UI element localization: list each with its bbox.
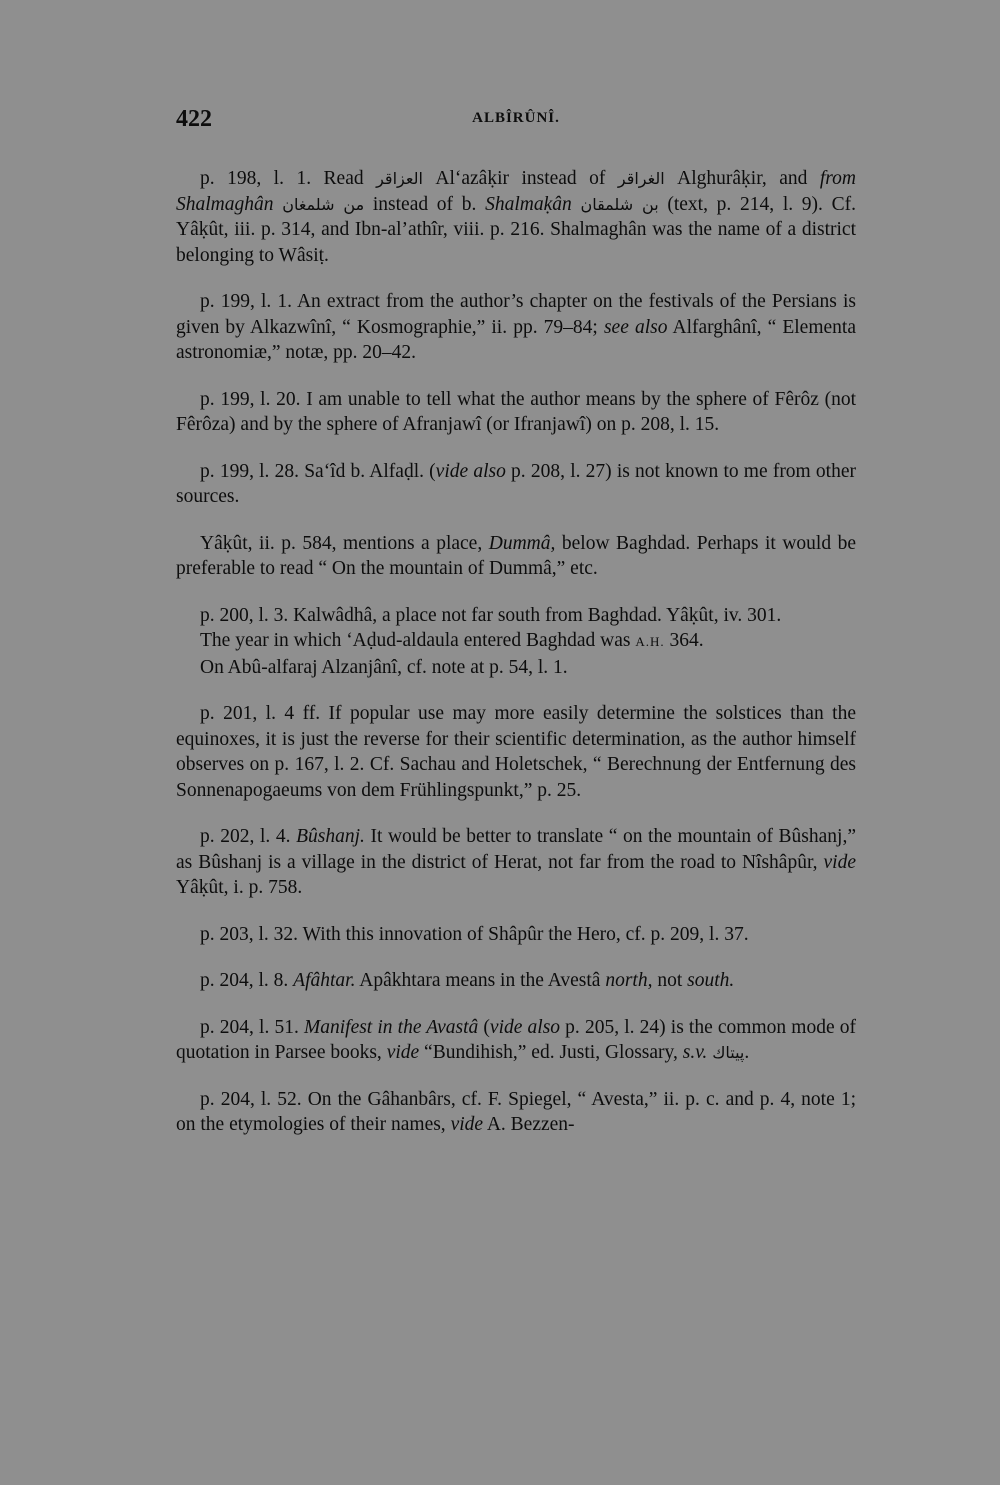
page-number: 422 (176, 106, 212, 132)
note-entry (176, 459, 856, 510)
note-text: Yâḳût, ii. p. 584, mentions a place, (200, 532, 489, 554)
arabic-text: الغراقر (617, 169, 665, 188)
italic-text: vide (823, 851, 856, 873)
note-entry (176, 1015, 856, 1066)
running-title: ALBÎRÛNÎ. (472, 110, 560, 126)
note-text: Read (311, 168, 377, 189)
note-text: I am unable to tell what the author means by the sphere of Fêrôz (not Fêrôza) and by the sphere of Afranjawî (or Ifranjawî) on p. 208, l. 15. (176, 388, 856, 435)
note-reference: p. 198, l. 1. (200, 168, 312, 189)
note-text: If popular use may more easily determine the solstices than the equinoxes, it is just the reverse for their scientific determination, as the author himself observes on p. 167, l. 2. Cf. Sachau and Holetschek, “ Berechnung der Entfernung des Sonnenapogaeums von dem Frühlingspunkt,” p. 25. (176, 703, 856, 801)
italic-text: Afâhtar. (293, 970, 356, 991)
note-text: Kalwâdhâ, a place not far south from Baghdad. Yâḳût, iv. 301. (288, 604, 782, 626)
note-reference: p. 202, l. 4. (200, 826, 291, 847)
note-text: On Abû-alfaraj Alzanjânî, cf. note at p. 54, l. 1. (200, 656, 568, 678)
note-text: Sa‘îd b. Alfaḍl. ( (299, 460, 436, 482)
arabic-text: العزاقر (376, 169, 423, 188)
note-text: It would be better to translate “ on the mountain of Bûshanj,” as Bûshanj is a village in the district of Herat, not far from the road to Nîshâpûr, (176, 826, 856, 873)
note-text: With this innovation of Shâpûr the Hero, cf. p. 209, l. 37. (298, 923, 749, 945)
italic-text: Manifest in the Avastâ (303, 1016, 479, 1038)
note-text: ( (478, 1016, 490, 1038)
page-header (176, 106, 856, 136)
note-text: On the Gâhanbârs, cf. F. Spiegel, “ Avesta,” ii. p. c. and p. 4, note 1; on the etymologies of their names, (176, 1088, 856, 1135)
italic-text: from Shalmaghân (176, 168, 856, 215)
italic-text: Shalmaḳân (485, 193, 572, 215)
note-text: Apâkhtara means in the Avestâ (355, 970, 606, 991)
note-text: . (744, 1042, 750, 1063)
note-entry (176, 655, 856, 681)
note-reference: p. 203, l. 32. (200, 923, 299, 945)
note-text: p. 208, l. 27) is not known to me from other sources. (176, 460, 856, 507)
note-entry (176, 1087, 856, 1138)
era-abbreviation: A.H. (635, 634, 665, 649)
italic-text: north, (605, 970, 653, 991)
note-reference: p. 204, l. 8. (200, 970, 289, 991)
italic-text: vide also (435, 460, 506, 482)
note-entry (176, 701, 856, 803)
arabic-text: پیتاك (712, 1043, 745, 1062)
note-entry (176, 603, 856, 629)
note-text: instead of b. (364, 193, 486, 215)
note-text: Alghurâḳir, and (664, 168, 820, 189)
note-entry (176, 531, 856, 582)
note-text: below Baghdad. Perhaps it would be preferable to read “ On the mountain of Dummâ,” etc. (176, 532, 856, 579)
arabic-text: بن شلمقان (580, 194, 659, 214)
note-reference: p. 204, l. 52. (200, 1088, 302, 1110)
notes-body (176, 166, 856, 1138)
note-text: Yâḳût, i. p. 758. (176, 877, 303, 898)
italic-text: vide also (489, 1016, 561, 1038)
note-entry (176, 628, 856, 655)
note-reference: p. 199, l. 28. (200, 460, 299, 482)
note-entry (176, 968, 856, 994)
italic-text: vide (386, 1042, 420, 1063)
note-reference: p. 199, l. 1. (200, 291, 292, 312)
note-reference: p. 204, l. 51. (200, 1016, 299, 1038)
note-text: p. 205, l. 24) is the common mode of quotation in Parsee books, (176, 1016, 856, 1063)
italic-text: s.v. (682, 1042, 708, 1063)
italic-text: Dummâ, (488, 532, 556, 554)
note-text: “Bundihish,” ed. Justi, Glossary, (419, 1042, 683, 1063)
arabic-text: من شلمغان (282, 194, 365, 214)
note-text: not (652, 970, 688, 991)
note-text: Al‘azâḳir instead of (422, 168, 618, 189)
note-text: 364. (664, 630, 704, 651)
note-entry (176, 166, 856, 268)
note-text: An extract from the author’s chapter on the festivals of the Persians is given by Alkazwînî, “ Kosmographie,” ii. pp. 79–84; (176, 291, 856, 338)
italic-text: see also (603, 316, 668, 338)
italic-text: vide (450, 1114, 484, 1135)
note-entry (176, 922, 856, 948)
note-text: Alfarghânî, “ Elementa astronomiæ,” notæ, pp. 20–42. (176, 316, 856, 363)
note-entry (176, 387, 856, 438)
italic-text: south. (687, 970, 735, 991)
note-entry (176, 824, 856, 901)
note-text: The year in which ‘Aḍud-aldaula entered Baghdad was (200, 630, 636, 651)
italic-text: Bûshanj. (296, 826, 365, 847)
note-reference: p. 200, l. 3. (200, 604, 289, 626)
note-reference: p. 201, l. 4 ff. (200, 703, 321, 724)
note-text: (text, p. 214, l. 9). Cf. Yâḳût, iii. p. 314, and Ibn-al’athîr, viii. p. 216. Shalmaghân was the name of a district belonging to Wâsiṭ. (176, 193, 857, 266)
note-reference: p. 199, l. 20. (200, 388, 301, 410)
note-text: A. Bezzen- (483, 1114, 575, 1135)
note-entry (176, 289, 856, 366)
